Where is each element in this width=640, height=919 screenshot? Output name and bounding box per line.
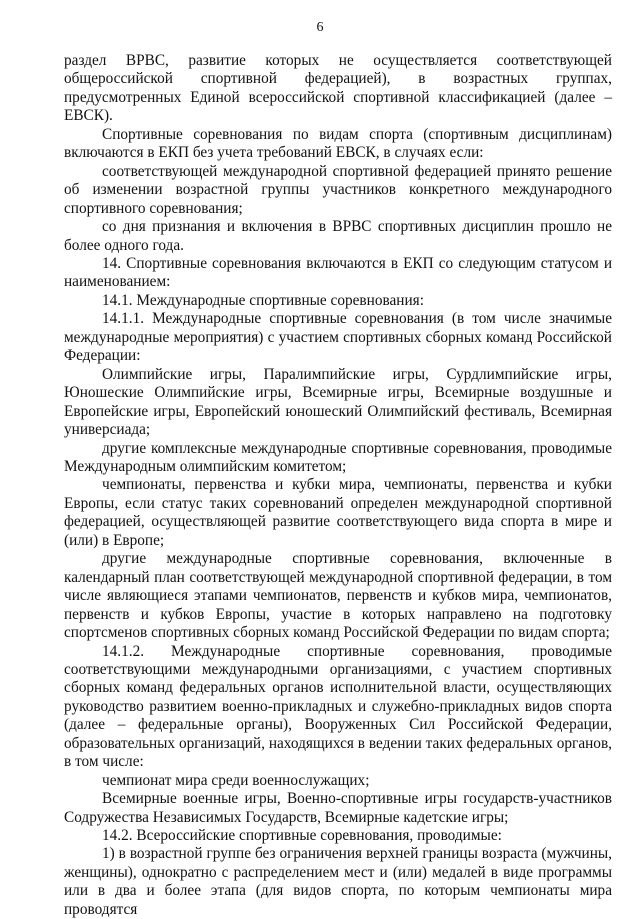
paragraph: 14.1. Международные спортивные соревнования: [102, 291, 424, 309]
paragraph: 14.1.1. Международные спортивные соревнования (в том числе значимые международные мероприятия) с участием спортивных сборных команд Российской Федерации: [64, 310, 612, 365]
paragraph: со дня признания и включения в ВРВС спортивных дисциплин прошло не более одного года. [64, 218, 612, 254]
paragraph: 14.1.2. Международные спортивные соревнования, проводимые соответствующими международными организациями, с участием спортивных сборных команд федеральных органов исполнительной власти, осуществляющих руководство развитием военно-прикладных и служебно-прикладных видов спорта (далее – федеральные органы), Вооруженных Сил Российской Федерации, образовательных организаций, находящихся в ведении таких федеральных органов, в том числе: [64, 642, 612, 771]
paragraph: чемпионат мира среди военнослужащих; [102, 771, 370, 789]
paragraph: Спортивные соревнования по видам спорта (спортивным дисциплинам) включаются в ЕКП без учета требований ЕВСК, в случаях если: [64, 125, 612, 162]
paragraph: 14. Спортивные соревнования включаются в ЕКП со следующим статусом и наименованием: [64, 254, 612, 291]
paragraph: Олимпийские игры, Паралимпийские игры, Сурдлимпийские игры, Юношеские Олимпийские игры, Всемирные игры, Всемирные воздушные и Европейские игры, Европейский юношеский Олимпийский фестиваль, Всемирная универсиада; [64, 365, 612, 439]
paragraph: 1) в возрастной группе без ограничения верхней границы возраста (мужчины, женщины), однократно с распределением мест и (или) медалей в виде программы или в два и более этапа (для видов спорта, по которым чемпионаты мира проводятся [64, 845, 612, 918]
paragraph: другие комплексные международные спортивные соревнования, проводимые Международным олимпийским комитетом; [64, 439, 612, 475]
paragraph: раздел ВРВС, развитие которых не осуществляется соответствующей общероссийской спортивной федерацией), в возрастных группах, предусмотренных Единой всероссийской спортивной классификацией (далее – ЕВСК). [64, 52, 612, 125]
paragraph: другие международные спортивные соревнования, включенные в календарный план соответствующей международной спортивной федерации, в том числе являющиеся этапами чемпионатов, первенств и кубков мира, чемпионатов, первенств и кубков Европы, участие в которых направлено на подготовку спортсменов спортивных сборных команд Российской Федерации по видам спорта; [64, 550, 612, 642]
document-body [64, 52, 612, 919]
paragraph: Всемирные военные игры, Военно-спортивные игры государств-участников Содружества Независимых Государств, Всемирные кадетские игры; [64, 790, 612, 826]
paragraph: 14.2. Всероссийские спортивные соревнования, проводимые: [102, 827, 502, 845]
paragraph: соответствующей международной спортивной федерацией принято решение об изменении возрастной группы участников конкретного международного спортивного соревнования; [64, 162, 612, 217]
page-number: 6 [316, 20, 324, 35]
paragraph: чемпионаты, первенства и кубки мира, чемпионаты, первенства и кубки Европы, если статус таких соревнований определен международной спортивной федерацией, осуществляющей развитие соответствующего вида спорта в мире и (или) в Европе; [64, 476, 612, 549]
